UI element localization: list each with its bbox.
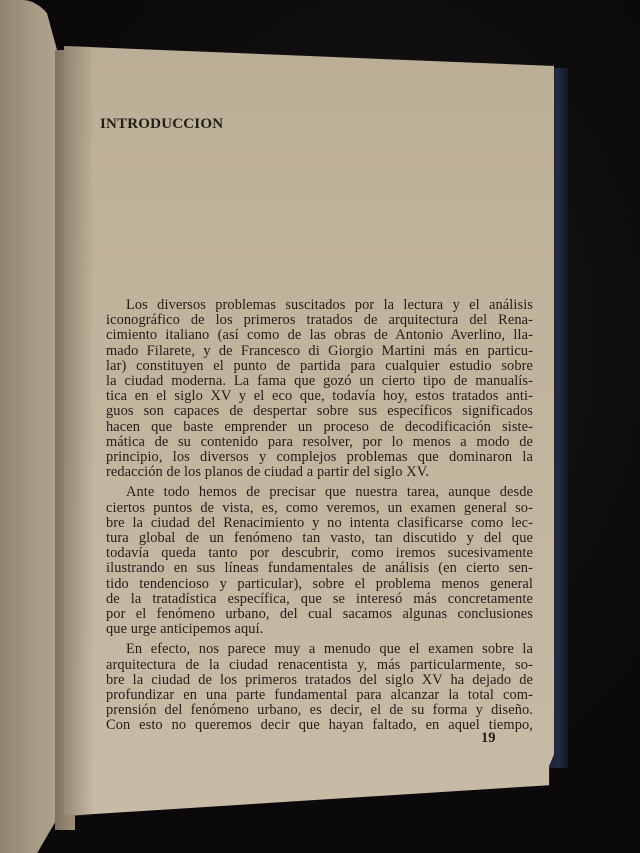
page-number: 19 bbox=[481, 730, 496, 746]
chapter-heading: INTRODUCCION bbox=[100, 116, 224, 132]
text-line: prensión del fenómeno urbano, es decir, el de su forma y diseño. bbox=[106, 702, 533, 719]
text-line: arquitectura de la ciudad renacentista y, más particularmente, so- bbox=[106, 656, 533, 673]
text-line: ilustrando en sus líneas fundamentales de análisis (en cierto sen- bbox=[106, 560, 533, 577]
text-line: redacción de los planos de ciudad a partir del siglo XV. bbox=[106, 464, 430, 481]
paragraph-2 bbox=[106, 485, 533, 637]
text-line: mado Filarete, y de Francesco di Giorgio Martini más en particu- bbox=[106, 342, 533, 359]
text-line: que urge anticipemos aquí. bbox=[106, 621, 264, 638]
body-text bbox=[106, 298, 533, 734]
text-line: Con esto no queremos decir que hayan faltado, en aquel tiempo, bbox=[106, 717, 533, 734]
text-line: principio, los diversos y complejos problemas que dominaron la bbox=[106, 449, 533, 466]
text-line: todavía queda tanto por descubrir, como iremos sucesivamente bbox=[106, 545, 533, 562]
text-line: mática de su contenido para resolver, por lo menos a modo de bbox=[106, 433, 533, 450]
text-line: Ante todo hemos de precisar que nuestra tarea, aunque desde bbox=[126, 484, 533, 501]
text-line: cimiento italiano (así como de las obras de Antonio Averlino, lla- bbox=[106, 327, 533, 344]
text-line: tura global de un fenómeno tan vasto, tan discutido y del que bbox=[106, 530, 533, 547]
text-line: profundizar en una parte fundamental para alcanzar la total com- bbox=[106, 687, 533, 704]
text-line: Los diversos problemas suscitados por la lectura y el análisis bbox=[126, 297, 533, 313]
text-line: por el fenómeno urbano, del cual sacamos algunas conclusiones bbox=[106, 606, 533, 623]
page-gutter-shadow bbox=[64, 46, 94, 816]
left-facing-page bbox=[0, 0, 62, 853]
text-line: tido tendencioso y particular), sobre el problema menos general bbox=[106, 575, 533, 592]
text-line: En efecto, nos parece muy a menudo que el examen sobre la bbox=[126, 641, 533, 658]
paragraph-1 bbox=[106, 298, 533, 480]
text-line: de la tratadística específica, que se interesó más concretamente bbox=[106, 590, 533, 607]
text-line: tica en el siglo XV y el eco que, todavía hoy, estos tratados anti- bbox=[106, 388, 533, 405]
text-line: guos son capaces de despertar sobre sus específicos significados bbox=[106, 403, 533, 420]
text-line: bre la ciudad de los primeros tratados del siglo XV ha dejado de bbox=[106, 671, 533, 688]
text-line: lar) constituyen el punto de partida para cualquier estudio sobre bbox=[106, 357, 533, 374]
text-line: ciertos puntos de vista, es, como veremos, un examen general so- bbox=[106, 499, 533, 516]
text-line: bre la ciudad del Renacimiento y no intenta clasificarse como lec- bbox=[106, 514, 533, 531]
text-line: hacen que baste emprender un proceso de decodificación siste- bbox=[106, 418, 533, 435]
text-line: iconográfico de los primeros tratados de arquitectura del Rena- bbox=[106, 312, 533, 329]
paragraph-3 bbox=[106, 642, 533, 733]
reverse-side-bleed-through bbox=[100, 140, 540, 290]
text-line: la ciudad moderna. La fama que gozó un cierto tipo de manualís- bbox=[106, 373, 533, 390]
